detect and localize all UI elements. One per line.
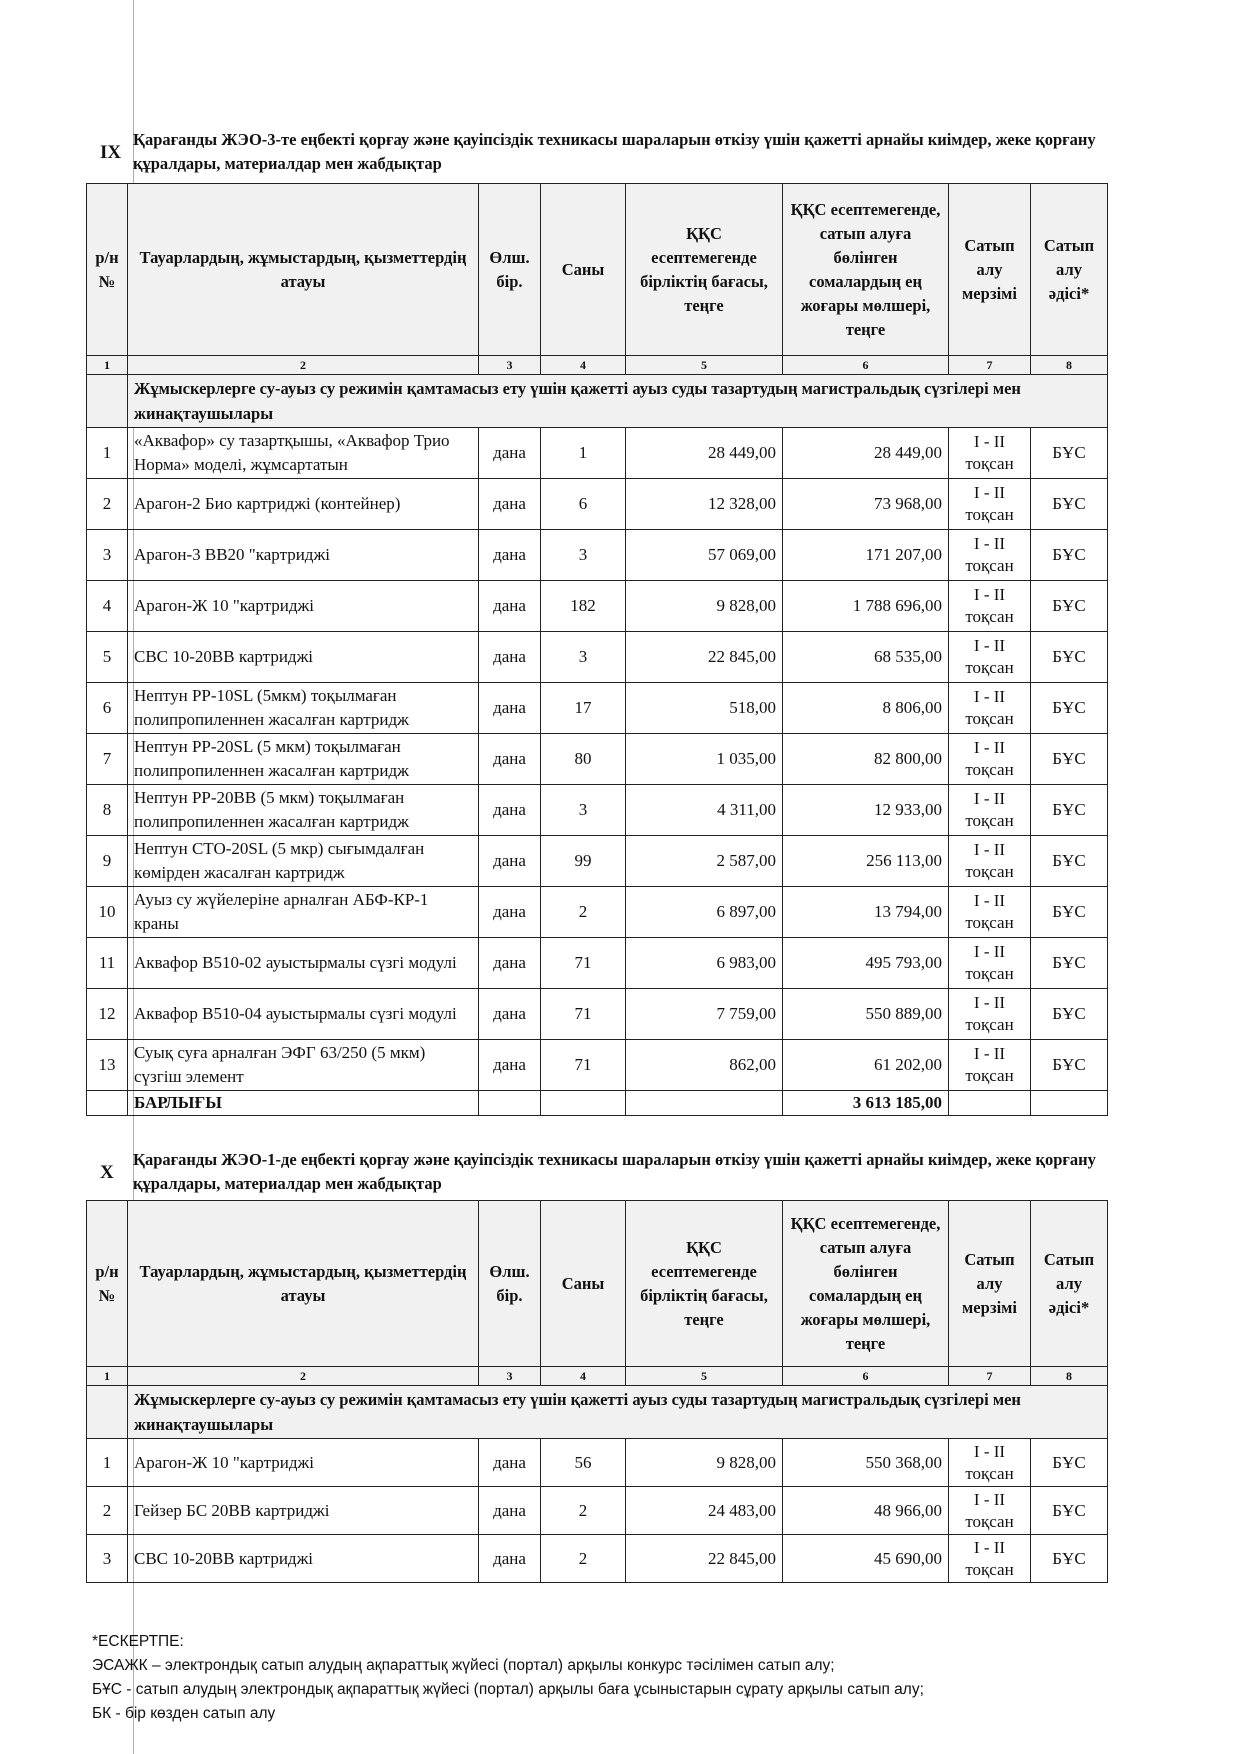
procurement-method: БҰС	[1031, 479, 1108, 530]
quantity: 99	[541, 836, 626, 887]
header-quantity: Саны	[541, 1201, 626, 1367]
procurement-method: БҰС	[1031, 632, 1108, 683]
table-row	[87, 734, 1108, 785]
item-name: Арагон-Ж 10 "картриджі	[128, 581, 479, 632]
col-number: 8	[1031, 1367, 1108, 1386]
item-name: Нептун PP-20SL (5 мкм) тоқылмаған полипропиленнен жасалған картридж	[128, 734, 479, 785]
procurement-period: I - II тоқсан	[949, 734, 1031, 785]
total-value: 3 613 185,00	[783, 1091, 949, 1116]
col-number: 7	[949, 356, 1031, 375]
procurement-period: I - II тоқсан	[949, 836, 1031, 887]
table-row	[87, 530, 1108, 581]
unit-price: 57 069,00	[626, 530, 783, 581]
unit-price: 7 759,00	[626, 989, 783, 1040]
unit-price: 6 983,00	[626, 938, 783, 989]
quantity: 1	[541, 428, 626, 479]
total-row	[87, 1091, 1108, 1116]
total-empty	[626, 1091, 783, 1116]
procurement-period: I - II тоқсан	[949, 938, 1031, 989]
total-label: БАРЛЫҒЫ	[128, 1091, 479, 1116]
procurement-period: I - II тоқсан	[949, 683, 1031, 734]
table-header-row	[87, 184, 1108, 356]
table-row	[87, 1487, 1108, 1535]
quantity: 3	[541, 785, 626, 836]
max-amount: 73 968,00	[783, 479, 949, 530]
item-name: Арагон-3 ВВ20 "картриджі	[128, 530, 479, 581]
table-row	[87, 683, 1108, 734]
item-name: Суық суға арналған ЭФГ 63/250 (5 мкм) сүзгіш элемент	[128, 1040, 479, 1091]
max-amount: 495 793,00	[783, 938, 949, 989]
unit-price: 28 449,00	[626, 428, 783, 479]
table-x-body	[87, 1439, 1108, 1583]
unit-price: 2 587,00	[626, 836, 783, 887]
row-number: 3	[87, 530, 128, 581]
column-number-row	[87, 356, 1108, 375]
col-number: 3	[479, 1367, 541, 1386]
procurement-method: БҰС	[1031, 530, 1108, 581]
table-row	[87, 581, 1108, 632]
table-row	[87, 989, 1108, 1040]
col-number: 2	[128, 356, 479, 375]
table-row	[87, 1535, 1108, 1583]
footnote-line: БҰС - сатып алудың электрондық ақпараттық жүйесі (портал) арқылы баға ұсыныстарын сұрату арқылы сатып алу;	[92, 1681, 924, 1698]
procurement-method: БҰС	[1031, 1487, 1108, 1535]
section-title: Қарағанды ЖЭО-3-те еңбекті қорғау және қауіпсіздік техникасы шараларын өткізу үшін қажетті арнайы киімдер, жеке қорғану құралдары, материалдар мен жабдықтар	[133, 130, 1096, 173]
procurement-method: БҰС	[1031, 887, 1108, 938]
unit-price: 862,00	[626, 1040, 783, 1091]
row-number: 1	[87, 428, 128, 479]
procurement-method: БҰС	[1031, 734, 1108, 785]
quantity: 71	[541, 989, 626, 1040]
table-row	[87, 785, 1108, 836]
row-number: 6	[87, 683, 128, 734]
table-row	[87, 887, 1108, 938]
row-number: 3	[87, 1535, 128, 1583]
total-empty	[479, 1091, 541, 1116]
procurement-method: БҰС	[1031, 581, 1108, 632]
section-number: IX	[100, 142, 122, 163]
item-name: Нептун PP-10SL (5мкм) тоқылмаған полипропиленнен жасалған картридж	[128, 683, 479, 734]
procurement-method: БҰС	[1031, 428, 1108, 479]
col-number: 5	[626, 1367, 783, 1386]
total-empty	[541, 1091, 626, 1116]
procurement-period: I - II тоқсан	[949, 479, 1031, 530]
header-method: Сатып алу әдісі*	[1031, 1201, 1108, 1367]
max-amount: 8 806,00	[783, 683, 949, 734]
procurement-table-ix	[86, 183, 1108, 1116]
row-number: 1	[87, 1439, 128, 1487]
footnote	[92, 1630, 924, 1726]
procurement-period: I - II тоқсан	[949, 581, 1031, 632]
item-name: Арагон-Ж 10 "картриджі	[128, 1439, 479, 1487]
col-number: 5	[626, 356, 783, 375]
header-period: Сатып алу мерзімі	[949, 1201, 1031, 1367]
table-row	[87, 632, 1108, 683]
group-title: Жұмыскерлерге су-ауыз су режимін қамтамасыз ету үшін қажетті ауыз суды тазартудың магистральдық сүзгілері мен жинақтаушылары	[128, 375, 1108, 428]
item-name: Гейзер БС 20ВВ картриджі	[128, 1487, 479, 1535]
unit: дана	[479, 581, 541, 632]
table-row	[87, 479, 1108, 530]
procurement-period: I - II тоқсан	[949, 530, 1031, 581]
unit: дана	[479, 1535, 541, 1583]
quantity: 71	[541, 938, 626, 989]
procurement-period: I - II тоқсан	[949, 1487, 1031, 1535]
unit: дана	[479, 428, 541, 479]
row-number: 2	[87, 479, 128, 530]
max-amount: 550 889,00	[783, 989, 949, 1040]
unit: дана	[479, 479, 541, 530]
table-row	[87, 836, 1108, 887]
max-amount: 28 449,00	[783, 428, 949, 479]
row-number: 13	[87, 1040, 128, 1091]
unit: дана	[479, 989, 541, 1040]
procurement-method: БҰС	[1031, 785, 1108, 836]
unit-price: 9 828,00	[626, 1439, 783, 1487]
quantity: 17	[541, 683, 626, 734]
procurement-period: I - II тоқсан	[949, 887, 1031, 938]
procurement-period: I - II тоқсан	[949, 1439, 1031, 1487]
header-period: Сатып алу мерзімі	[949, 184, 1031, 356]
section-x-heading	[86, 1148, 1116, 1198]
procurement-method: БҰС	[1031, 989, 1108, 1040]
row-number: 9	[87, 836, 128, 887]
procurement-period: I - II тоқсан	[949, 428, 1031, 479]
footnote-title: *ЕСКЕРТПЕ:	[92, 1633, 184, 1650]
item-name: СВС 10-20ВВ картриджі	[128, 632, 479, 683]
row-number: 4	[87, 581, 128, 632]
table-row	[87, 938, 1108, 989]
header-max-amount: ҚҚС есептемегенде, сатып алуға бөлінген сомалардың ең жоғары мөлшері, теңге	[783, 184, 949, 356]
header-quantity: Саны	[541, 184, 626, 356]
group-row	[87, 375, 1108, 428]
quantity: 56	[541, 1439, 626, 1487]
row-number: 2	[87, 1487, 128, 1535]
header-unit-price: ҚҚС есептемегенде бірліктің бағасы, теңге	[626, 184, 783, 356]
max-amount: 550 368,00	[783, 1439, 949, 1487]
procurement-period: I - II тоқсан	[949, 1535, 1031, 1583]
unit: дана	[479, 938, 541, 989]
footnote-line: БК - бір көзден сатып алу	[92, 1705, 276, 1722]
total-empty	[1031, 1091, 1108, 1116]
item-name: Арагон-2 Био картриджі (контейнер)	[128, 479, 479, 530]
header-max-amount: ҚҚС есептемегенде, сатып алуға бөлінген сомалардың ең жоғары мөлшері, теңге	[783, 1201, 949, 1367]
row-number: 7	[87, 734, 128, 785]
procurement-period: I - II тоқсан	[949, 1040, 1031, 1091]
item-name: СВС 10-20ВВ картриджі	[128, 1535, 479, 1583]
unit-price: 518,00	[626, 683, 783, 734]
header-unit: Өлш. бір.	[479, 184, 541, 356]
unit-price: 24 483,00	[626, 1487, 783, 1535]
unit-price: 22 845,00	[626, 632, 783, 683]
quantity: 80	[541, 734, 626, 785]
total-empty	[87, 1091, 128, 1116]
item-name: Нептун PP-20BB (5 мкм) тоқылмаған полипропиленнен жасалған картридж	[128, 785, 479, 836]
col-number: 7	[949, 1367, 1031, 1386]
quantity: 182	[541, 581, 626, 632]
max-amount: 61 202,00	[783, 1040, 949, 1091]
table-row	[87, 428, 1108, 479]
unit-price: 4 311,00	[626, 785, 783, 836]
unit-price: 22 845,00	[626, 1535, 783, 1583]
section-number: X	[100, 1162, 114, 1183]
unit: дана	[479, 683, 541, 734]
unit: дана	[479, 530, 541, 581]
max-amount: 45 690,00	[783, 1535, 949, 1583]
col-number: 1	[87, 1367, 128, 1386]
unit: дана	[479, 785, 541, 836]
unit: дана	[479, 1487, 541, 1535]
procurement-method: БҰС	[1031, 683, 1108, 734]
max-amount: 256 113,00	[783, 836, 949, 887]
max-amount: 1 788 696,00	[783, 581, 949, 632]
max-amount: 48 966,00	[783, 1487, 949, 1535]
group-title: Жұмыскерлерге су-ауыз су режимін қамтамасыз ету үшін қажетті ауыз суды тазартудың магистральдық сүзгілері мен жинақтаушылары	[128, 1386, 1108, 1439]
column-number-row	[87, 1367, 1108, 1386]
header-row-number: р/н №	[87, 184, 128, 356]
row-number: 5	[87, 632, 128, 683]
unit: дана	[479, 632, 541, 683]
procurement-method: БҰС	[1031, 1439, 1108, 1487]
max-amount: 13 794,00	[783, 887, 949, 938]
row-number: 8	[87, 785, 128, 836]
group-row	[87, 1386, 1108, 1439]
unit-price: 9 828,00	[626, 581, 783, 632]
col-number: 4	[541, 356, 626, 375]
quantity: 71	[541, 1040, 626, 1091]
row-number: 10	[87, 887, 128, 938]
header-item-name: Тауарлардың, жұмыстардың, қызметтердің атауы	[128, 184, 479, 356]
unit: дана	[479, 887, 541, 938]
item-name: Аквафор В510-04 ауыстырмалы сүзгі модулі	[128, 989, 479, 1040]
unit-price: 6 897,00	[626, 887, 783, 938]
header-item-name: Тауарлардың, жұмыстардың, қызметтердің атауы	[128, 1201, 479, 1367]
header-unit: Өлш. бір.	[479, 1201, 541, 1367]
footnote-line: ЭСАЖК – электрондық сатып алудың ақпараттық жүйесі (портал) арқылы конкурс тәсілімен сатып алу;	[92, 1657, 835, 1674]
table-header-row	[87, 1201, 1108, 1367]
unit: дана	[479, 1439, 541, 1487]
group-empty-cell	[87, 1386, 128, 1439]
procurement-method: БҰС	[1031, 1535, 1108, 1583]
quantity: 3	[541, 632, 626, 683]
max-amount: 82 800,00	[783, 734, 949, 785]
col-number: 2	[128, 1367, 479, 1386]
header-row-number: р/н №	[87, 1201, 128, 1367]
header-unit-price: ҚҚС есептемегенде бірліктің бағасы, теңге	[626, 1201, 783, 1367]
item-name: Ауыз су жүйелеріне арналған АБФ-КР-1 краны	[128, 887, 479, 938]
table-row	[87, 1040, 1108, 1091]
header-method: Сатып алу әдісі*	[1031, 184, 1108, 356]
procurement-period: I - II тоқсан	[949, 785, 1031, 836]
item-name: Аквафор В510-02 ауыстырмалы сүзгі модулі	[128, 938, 479, 989]
quantity: 2	[541, 1487, 626, 1535]
procurement-table-x	[86, 1200, 1108, 1583]
row-number: 12	[87, 989, 128, 1040]
max-amount: 12 933,00	[783, 785, 949, 836]
unit-price: 12 328,00	[626, 479, 783, 530]
procurement-period: I - II тоқсан	[949, 989, 1031, 1040]
quantity: 2	[541, 1535, 626, 1583]
col-number: 3	[479, 356, 541, 375]
procurement-method: БҰС	[1031, 938, 1108, 989]
procurement-method: БҰС	[1031, 1040, 1108, 1091]
row-number: 11	[87, 938, 128, 989]
col-number: 8	[1031, 356, 1108, 375]
col-number: 6	[783, 1367, 949, 1386]
total-empty	[949, 1091, 1031, 1116]
quantity: 6	[541, 479, 626, 530]
group-empty-cell	[87, 375, 128, 428]
unit-price: 1 035,00	[626, 734, 783, 785]
col-number: 4	[541, 1367, 626, 1386]
section-title: Қарағанды ЖЭО-1-де еңбекті қорғау және қауіпсіздік техникасы шараларын өткізу үшін қажетті арнайы киімдер, жеке қорғану құралдары, материалдар мен жабдықтар	[133, 1150, 1096, 1193]
procurement-period: I - II тоқсан	[949, 632, 1031, 683]
procurement-method: БҰС	[1031, 836, 1108, 887]
unit: дана	[479, 836, 541, 887]
max-amount: 171 207,00	[783, 530, 949, 581]
quantity: 3	[541, 530, 626, 581]
table-row	[87, 1439, 1108, 1487]
item-name: Нептун СТО-20SL (5 мкр) сығымдалған көмірден жасалған картридж	[128, 836, 479, 887]
max-amount: 68 535,00	[783, 632, 949, 683]
unit: дана	[479, 1040, 541, 1091]
table-ix-body	[87, 428, 1108, 1091]
unit: дана	[479, 734, 541, 785]
col-number: 1	[87, 356, 128, 375]
col-number: 6	[783, 356, 949, 375]
section-ix-heading	[86, 128, 1116, 178]
item-name: «Аквафор» су тазартқышы, «Аквафор Трио Норма» моделі, жұмсартатын	[128, 428, 479, 479]
quantity: 2	[541, 887, 626, 938]
